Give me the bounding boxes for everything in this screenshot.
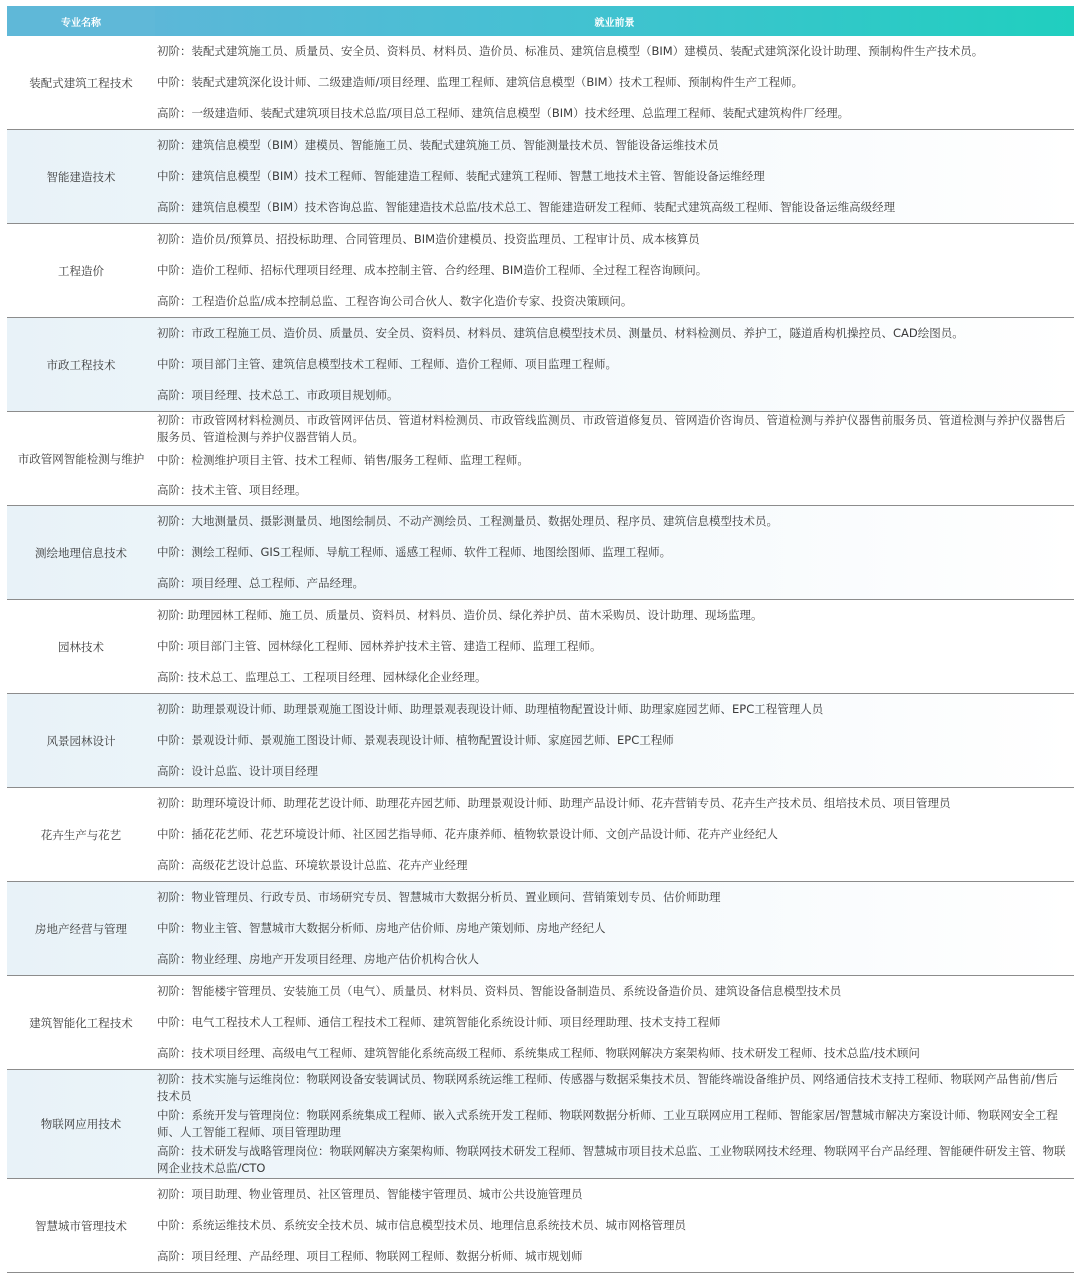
level-entry: 初阶：市政管网材料检测员、市政管网评估员、管道材料检测员、市政管线监测员、市政管道修复员、管网造价咨询员、管道检测与养护仪器售前服务员、管道检测与养护仪器售后服务员、管道检测与养护仪器营销人员。 — [157, 413, 1066, 444]
table-row — [7, 36, 1074, 130]
career-levels — [155, 976, 1074, 1069]
level-senior: 高阶：项目经理、产品经理、项目工程师、物联网工程师、数据分析师、城市规划师 — [157, 1249, 583, 1263]
level-intermediate: 中阶：系统运维技术员、系统安全技术员、城市信息模型技术员、地理信息系统技术员、城市网格管理员 — [157, 1218, 686, 1232]
major-name: 园林技术 — [58, 639, 104, 654]
level-entry: 初阶：市政工程施工员、造价员、质量员、安全员、资料员、材料员、建筑信息模型技术员、测量员、材料检测员、养护工，隧道盾构机操控员、CAD绘图员。 — [157, 326, 964, 340]
table-row — [7, 976, 1074, 1070]
major-name: 市政管网智能检测与维护 — [17, 451, 145, 466]
level-intermediate: 中阶：造价工程师、招标代理项目经理、成本控制主管、合约经理、BIM造价工程师、全过程工程咨询顾问。 — [157, 263, 708, 277]
career-levels — [155, 130, 1074, 223]
table-row — [7, 1070, 1074, 1179]
level-senior: 高阶：工程造价总监/成本控制总监、工程咨询公司合伙人、数字化造价专家、投资决策顾问。 — [157, 294, 633, 308]
level-senior: 高阶：项目经理、技术总工、市政项目规划师。 — [157, 388, 399, 402]
header-employment-prospects: 就业前景 — [155, 6, 1074, 36]
major-name: 智能建造技术 — [46, 169, 116, 184]
level-senior: 高阶：技术主管、项目经理。 — [157, 482, 307, 497]
level-intermediate: 中阶：项目部门主管、建筑信息模型技术工程师、工程师、造价工程师、项目监理工程师。 — [157, 357, 617, 371]
level-entry: 初阶：大地测量员、摄影测量员、地图绘制员、不动产测绘员、工程测量员、数据处理员、程序员、建筑信息模型技术员。 — [157, 514, 778, 528]
career-levels — [155, 1179, 1074, 1272]
level-entry: 初阶：助理景观设计师、助理景观施工图设计师、助理景观表现设计师、助理植物配置设计师、助理家庭园艺师、EPC工程管理人员 — [157, 702, 824, 716]
career-levels — [155, 882, 1074, 975]
table-body — [7, 36, 1074, 1273]
level-senior: 高阶：技术研发与战略管理岗位：物联网解决方案架构师、物联网技术研发工程师、智慧城市项目技术总监、工业物联网技术经理、物联网平台产品经理、智能硬件研发主管、物联网企业技术总监/CTO — [157, 1144, 1066, 1175]
level-senior: 高阶：高级花艺设计总监、环境软景设计总监、花卉产业经理 — [157, 858, 468, 872]
level-entry: 初阶：助理环境设计师、助理花艺设计师、助理花卉园艺师、助理景观设计师、助理产品设计师、花卉营销专员、花卉生产技术员、组培技术员、项目管理员 — [157, 796, 951, 810]
major-name: 智慧城市管理技术 — [35, 1218, 127, 1233]
table-row — [7, 412, 1074, 506]
level-senior: 高阶: 技术总工、监理总工、工程项目经理、园林绿化企业经理。 — [157, 670, 487, 684]
major-name: 建筑智能化工程技术 — [29, 1015, 133, 1030]
level-entry: 初阶：智能楼宇管理员、安装施工员（电气）、质量员、材料员、资料员、智能设备制造员、系统设备造价员、建筑设备信息模型技术员 — [157, 984, 842, 998]
level-intermediate: 中阶：插花花艺师、花艺环境设计师、社区园艺指导师、花卉康养师、植物软景设计师、文创产品设计师、花卉产业经纪人 — [157, 827, 778, 841]
career-prospects-table — [7, 6, 1074, 1273]
table-row — [7, 1179, 1074, 1273]
level-senior: 高阶：项目经理、总工程师、产品经理。 — [157, 576, 364, 590]
career-levels — [155, 224, 1074, 317]
table-row — [7, 224, 1074, 318]
level-entry: 初阶：技术实施与运维岗位：物联网设备安装调试员、物联网系统运维工程师、传感器与数据采集技术员、智能终端设备维护员、网络通信技术支持工程师、物联网产品售前/售后技术员 — [157, 1072, 1058, 1103]
table-row — [7, 788, 1074, 882]
level-entry: 初阶：建筑信息模型（BIM）建模员、智能施工员、装配式建筑施工员、智能测量技术员、智能设备运维技术员 — [157, 138, 719, 152]
level-senior: 高阶：技术项目经理、高级电气工程师、建筑智能化系统高级工程师、系统集成工程师、物联网解决方案架构师、技术研发工程师、技术总监/技术顾问 — [157, 1046, 920, 1060]
table-row — [7, 694, 1074, 788]
career-levels — [155, 506, 1074, 599]
level-intermediate: 中阶: 项目部门主管、园林绿化工程师、园林养护技术主管、建造工程师、监理工程师。 — [157, 639, 602, 653]
level-senior: 高阶：建筑信息模型（BIM）技术咨询总监、智能建造技术总监/技术总工、智能建造研发工程师、装配式建筑高级工程师、智能设备运维高级经理 — [157, 200, 896, 214]
career-levels — [155, 788, 1074, 881]
career-levels — [155, 694, 1074, 787]
level-intermediate: 中阶：建筑信息模型（BIM）技术工程师、智能建造工程师、装配式建筑工程师、智慧工地技术主管、智能设备运维经理 — [157, 169, 765, 183]
table-header — [7, 6, 1074, 36]
major-name: 市政工程技术 — [46, 357, 116, 372]
level-senior: 高阶：设计总监、设计项目经理 — [157, 764, 318, 778]
table-row — [7, 600, 1074, 694]
level-intermediate: 中阶：检测维护项目主管、技术工程师、销售/服务工程师、监理工程师。 — [157, 453, 529, 468]
table-row — [7, 130, 1074, 224]
level-entry: 初阶：装配式建筑施工员、质量员、安全员、资料员、材料员、造价员、标准员、建筑信息模型（BIM）建模员、装配式建筑深化设计助理、预制构件生产技术员。 — [157, 44, 984, 58]
major-name: 装配式建筑工程技术 — [29, 75, 133, 90]
level-senior: 高阶：物业经理、房地产开发项目经理、房地产估价机构合伙人 — [157, 952, 479, 966]
level-intermediate: 中阶：电气工程技术人工程师、通信工程技术工程师、建筑智能化系统设计师、项目经理助理、技术支持工程师 — [157, 1015, 721, 1029]
level-intermediate: 中阶：系统开发与管理岗位：物联网系统集成工程师、嵌入式系统开发工程师、物联网数据分析师、工业互联网应用工程师、智能家居/智慧城市解决方案设计师、物联网安全工程师、人工智能工程师、项目管理助理 — [157, 1108, 1058, 1139]
level-entry: 初阶: 助理园林工程师、施工员、质量员、资料员、材料员、造价员、绿化养护员、苗木采购员、设计助理、现场监理。 — [157, 608, 763, 622]
career-levels — [155, 318, 1074, 411]
major-name: 风景园林设计 — [46, 733, 116, 748]
major-name: 测绘地理信息技术 — [35, 545, 127, 560]
career-levels — [155, 36, 1074, 129]
level-intermediate: 中阶：测绘工程师、GIS工程师、导航工程师、遥感工程师、软件工程师、地图绘图师、监理工程师。 — [157, 545, 672, 559]
career-levels — [155, 600, 1074, 693]
level-intermediate: 中阶：景观设计师、景观施工图设计师、景观表现设计师、植物配置设计师、家庭园艺师、EPC工程师 — [157, 733, 674, 747]
major-name: 房地产经营与管理 — [35, 921, 127, 936]
major-name: 花卉生产与花艺 — [40, 827, 122, 842]
level-entry: 初阶：物业管理员、行政专员、市场研究专员、智慧城市大数据分析员、置业顾问、营销策划专员、估价师助理 — [157, 890, 721, 904]
table-row — [7, 318, 1074, 412]
major-name: 物联网应用技术 — [40, 1117, 122, 1131]
level-senior: 高阶：一级建造师、装配式建筑项目技术总监/项目总工程师、建筑信息模型（BIM）技术经理、总监理工程师、装配式建筑构件厂经理。 — [157, 106, 850, 120]
level-entry: 初阶：项目助理、物业管理员、社区管理员、智能楼宇管理员、城市公共设施管理员 — [157, 1187, 583, 1201]
level-intermediate: 中阶：装配式建筑深化设计师、二级建造师/项目经理、监理工程师、建筑信息模型（BIM）技术工程师、预制构件生产工程师。 — [157, 75, 804, 89]
level-entry: 初阶：造价员/预算员、招投标助理、合同管理员、BIM造价建模员、投资监理员、工程审计员、成本核算员 — [157, 232, 700, 246]
major-name: 工程造价 — [58, 263, 104, 278]
table-row — [7, 506, 1074, 600]
header-major-name: 专业名称 — [7, 6, 155, 36]
career-levels — [155, 1070, 1074, 1178]
table-row — [7, 882, 1074, 976]
level-intermediate: 中阶：物业主管、智慧城市大数据分析师、房地产估价师、房地产策划师、房地产经纪人 — [157, 921, 606, 935]
career-levels — [155, 412, 1074, 505]
